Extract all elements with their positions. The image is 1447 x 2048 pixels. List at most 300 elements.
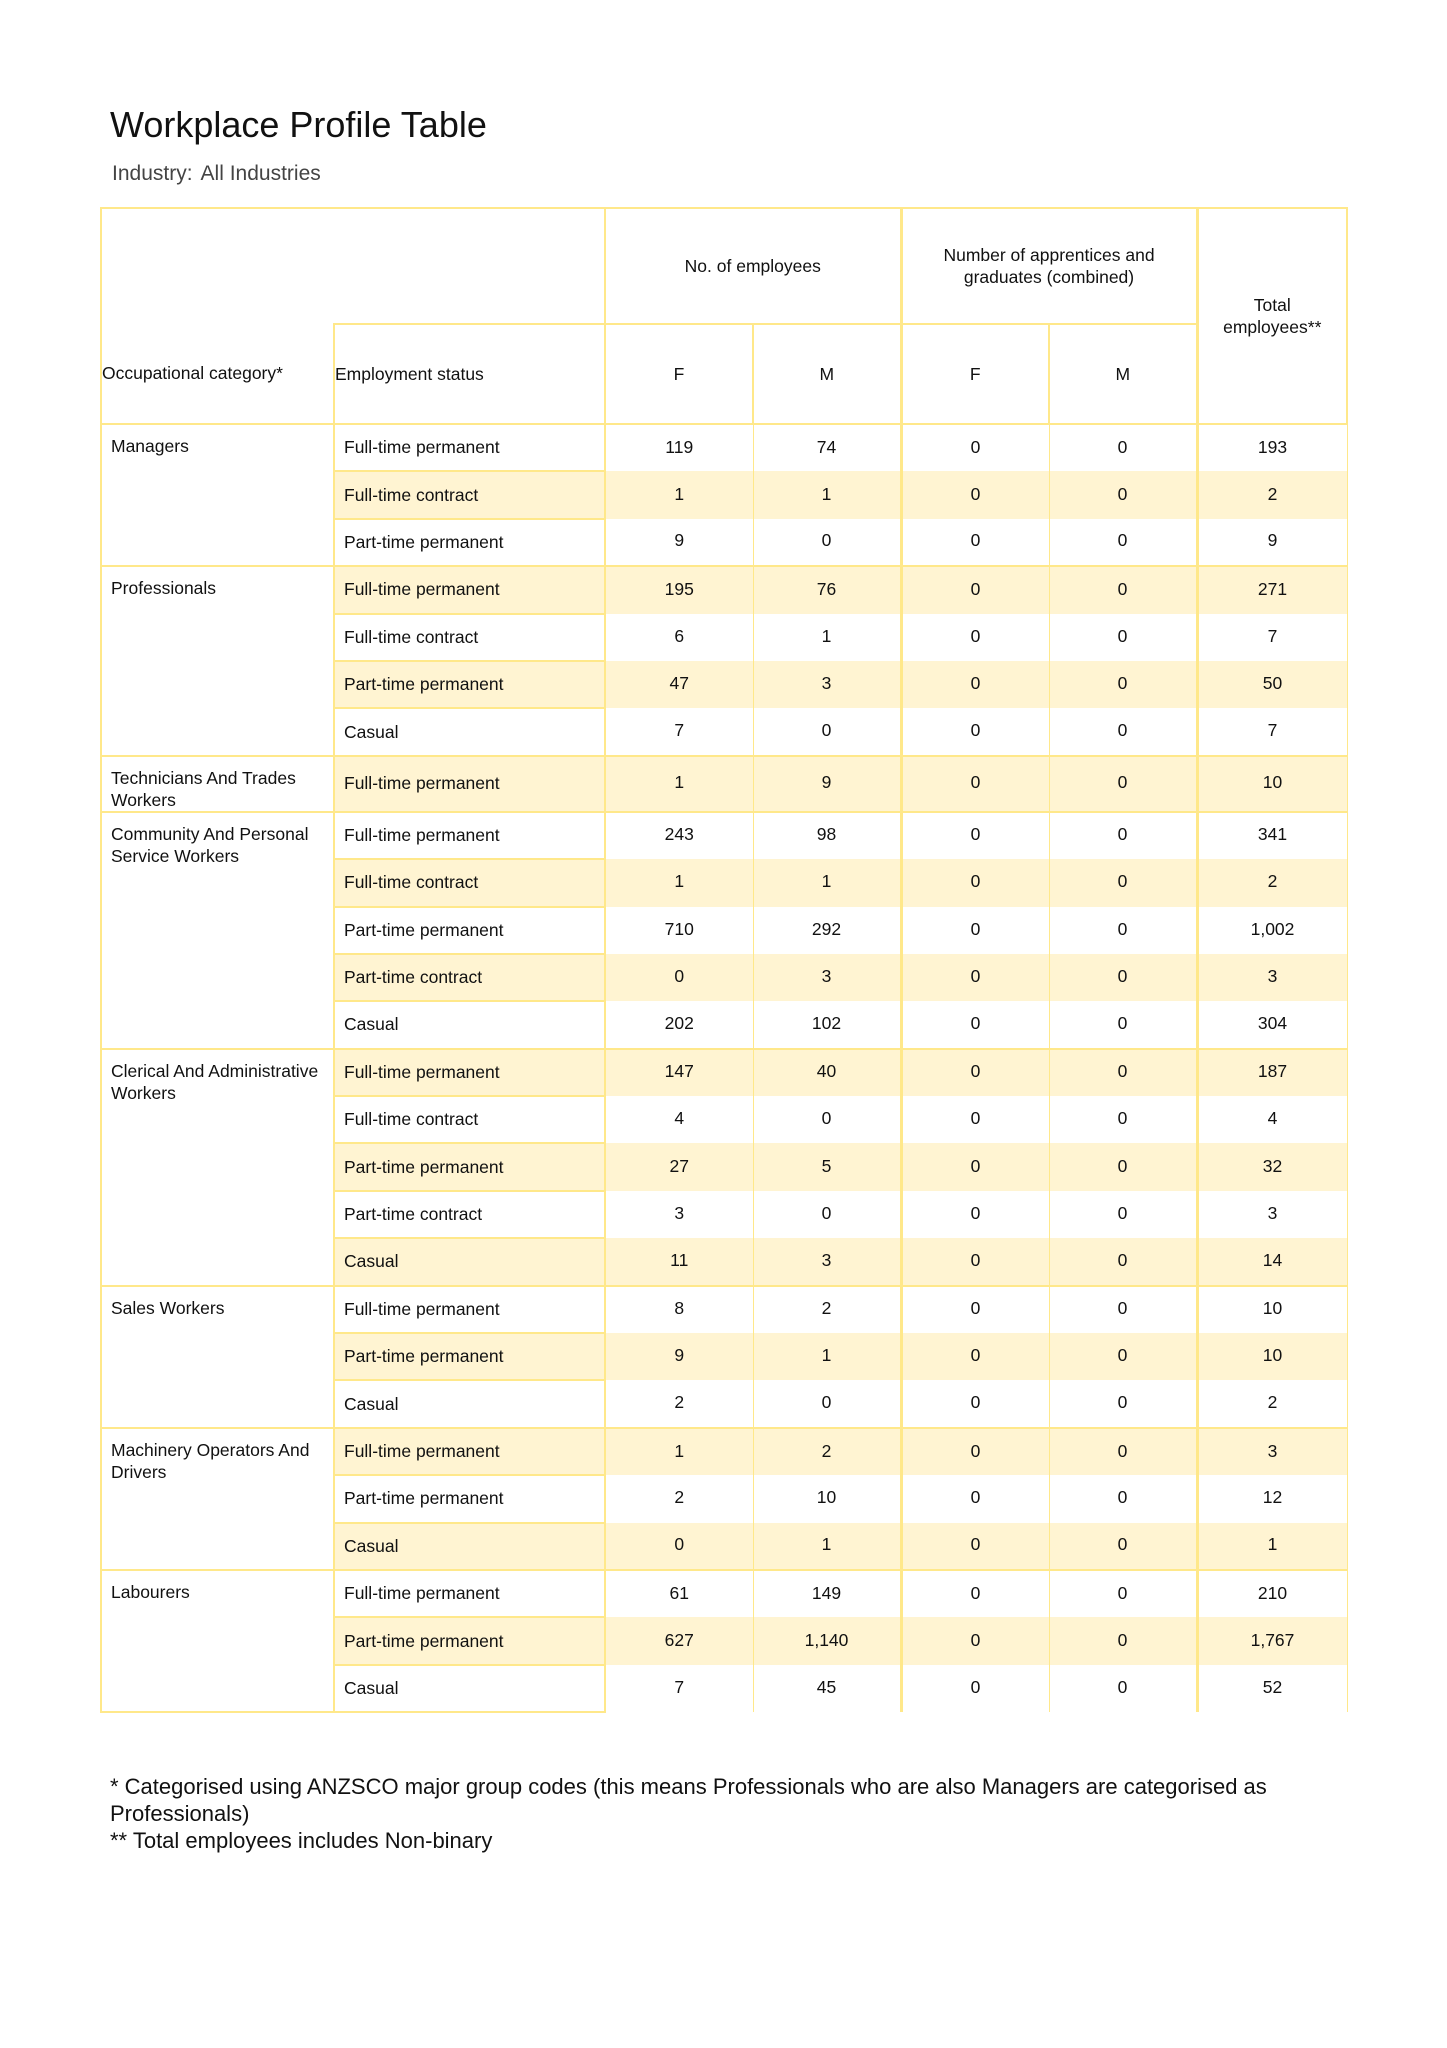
employees-f-cell [605, 756, 753, 812]
total-employees-cell [1197, 708, 1347, 755]
apprentices-f-cell [901, 1238, 1049, 1285]
total-employees-value: 1,002 [1250, 918, 1295, 939]
apprentices-m-cell [1049, 424, 1197, 471]
employees-f-value: 202 [664, 1012, 694, 1033]
total-employees-value: 3 [1267, 966, 1278, 987]
employees-m-cell [753, 907, 901, 954]
apprentices-f-value: 0 [970, 1249, 981, 1270]
apprentices-m-cell [1049, 1570, 1197, 1617]
employees-m-value: 1 [821, 871, 832, 892]
employees-m-cell [753, 1475, 901, 1522]
apprentices-m-value: 0 [1117, 1203, 1128, 1224]
employees-m-cell [753, 1665, 901, 1712]
apprentices-f-cell [901, 661, 1049, 708]
employees-f-cell [605, 1238, 753, 1285]
header-apprentices-label: Number of apprentices and graduates (combined) [943, 245, 1155, 287]
table-row [101, 424, 1347, 471]
employment-status-cell: Casual [334, 708, 605, 755]
employees-m-cell [753, 614, 901, 661]
employees-m-value: 1 [821, 1534, 832, 1555]
employees-m-cell [753, 756, 901, 812]
total-employees-cell [1197, 1475, 1347, 1522]
occupational-category-cell: Clerical And Administrative Workers [101, 1049, 334, 1286]
apprentices-f-value: 0 [970, 918, 981, 939]
apprentices-f-value: 0 [970, 720, 981, 741]
apprentices-m-value: 0 [1117, 720, 1128, 741]
apprentices-f-value: 0 [970, 483, 981, 504]
apprentices-f-cell [901, 1428, 1049, 1475]
employees-f-cell [605, 859, 753, 906]
apprentices-m-value: 0 [1117, 1061, 1128, 1082]
apprentices-m-cell [1049, 1049, 1197, 1096]
employment-status-cell: Full-time permanent [334, 1286, 605, 1333]
apprentices-m-value: 0 [1117, 1582, 1128, 1603]
table-row [101, 566, 1347, 613]
header-employment-status: Employment status [334, 324, 605, 424]
apprentices-m-cell [1049, 1665, 1197, 1712]
apprentices-f-cell [901, 424, 1049, 471]
total-employees-value: 52 [1262, 1676, 1283, 1697]
employees-m-cell [753, 1191, 901, 1238]
employment-status-cell: Casual [334, 1001, 605, 1048]
employees-m-cell [753, 1286, 901, 1333]
employees-m-value: 1 [821, 483, 832, 504]
apprentices-m-value: 0 [1117, 673, 1128, 694]
apprentices-m-value: 0 [1117, 966, 1128, 987]
total-employees-cell [1197, 907, 1347, 954]
apprentices-f-cell [901, 1665, 1049, 1712]
apprentices-f-cell [901, 1049, 1049, 1096]
employees-m-value: 40 [816, 1061, 837, 1082]
apprentices-f-value: 0 [970, 1487, 981, 1508]
employees-m-value: 0 [821, 530, 832, 551]
apprentices-m-cell [1049, 708, 1197, 755]
employees-f-cell [605, 424, 753, 471]
total-employees-cell [1197, 1570, 1347, 1617]
employees-f-value: 1 [674, 1440, 685, 1461]
employees-m-value: 3 [821, 966, 832, 987]
employees-m-value: 5 [821, 1155, 832, 1176]
total-employees-value: 12 [1262, 1487, 1283, 1508]
employees-m-cell [753, 1096, 901, 1143]
apprentices-m-value: 0 [1117, 1249, 1128, 1270]
total-employees-cell [1197, 1665, 1347, 1712]
employees-f-value: 1 [674, 772, 685, 793]
employment-status-cell: Casual [334, 1665, 605, 1712]
employees-m-cell [753, 1049, 901, 1096]
apprentices-f-value: 0 [970, 578, 981, 599]
apprentices-f-value: 0 [970, 871, 981, 892]
table-row [101, 1428, 1347, 1475]
employees-f-cell [605, 1665, 753, 1712]
employees-m-cell [753, 1428, 901, 1475]
employees-m-value: 1 [821, 1345, 832, 1366]
employees-m-value: 74 [816, 436, 837, 457]
employees-m-value: 3 [821, 1249, 832, 1270]
employees-f-value: 1 [674, 483, 685, 504]
table-row [101, 812, 1347, 859]
employees-m-value: 1,140 [804, 1629, 849, 1650]
employees-m-cell [753, 1001, 901, 1048]
employees-f-cell [605, 1380, 753, 1427]
employees-m-value: 2 [821, 1440, 832, 1461]
total-employees-cell [1197, 1523, 1347, 1570]
total-employees-value: 304 [1257, 1012, 1288, 1033]
employees-f-value: 2 [674, 1487, 685, 1508]
apprentices-m-value: 0 [1117, 1440, 1128, 1461]
employees-f-cell [605, 1096, 753, 1143]
total-employees-value: 10 [1262, 1345, 1283, 1366]
employment-status-cell: Full-time permanent [334, 424, 605, 471]
employees-f-value: 119 [665, 436, 694, 457]
apprentices-f-value: 0 [970, 1155, 981, 1176]
header-no-of-employees: No. of employees [605, 208, 901, 324]
employees-f-value: 1 [674, 871, 685, 892]
employment-status-cell: Full-time contract [334, 859, 605, 906]
employees-m-cell [753, 1570, 901, 1617]
employees-f-value: 47 [669, 673, 689, 694]
header-row-columns [101, 324, 1347, 424]
employees-f-value: 147 [664, 1061, 694, 1082]
employees-m-value: 102 [811, 1012, 842, 1033]
total-employees-value: 341 [1257, 824, 1288, 845]
industry-line [112, 162, 321, 186]
apprentices-m-value: 0 [1117, 1345, 1128, 1366]
employees-f-value: 61 [669, 1582, 689, 1603]
employees-m-value: 2 [821, 1298, 832, 1319]
apprentices-m-value: 0 [1117, 530, 1128, 551]
apprentices-m-cell [1049, 1143, 1197, 1190]
employees-m-value: 9 [821, 772, 832, 793]
employees-m-value: 98 [816, 824, 837, 845]
apprentices-f-value: 0 [970, 966, 981, 987]
apprentices-f-cell [901, 1617, 1049, 1664]
employees-f-value: 3 [674, 1203, 685, 1224]
employment-status-cell: Part-time permanent [334, 661, 605, 708]
total-employees-value: 193 [1257, 436, 1288, 457]
employees-m-value: 292 [811, 918, 842, 939]
total-employees-cell [1197, 1333, 1347, 1380]
employees-f-cell [605, 708, 753, 755]
header-total-label: Total employees** [1223, 295, 1322, 337]
employees-f-cell [605, 1333, 753, 1380]
employees-f-value: 6 [674, 625, 685, 646]
employees-f-cell [605, 1428, 753, 1475]
apprentices-f-cell [901, 708, 1049, 755]
apprentices-m-cell [1049, 1191, 1197, 1238]
employees-m-cell [753, 1380, 901, 1427]
total-employees-cell [1197, 661, 1347, 708]
apprentices-f-value: 0 [970, 772, 981, 793]
total-employees-cell [1197, 1191, 1347, 1238]
workplace-profile-table [100, 207, 1348, 1713]
apprentices-f-value: 0 [970, 1534, 981, 1555]
occupational-category-cell: Technicians And Trades Workers [101, 756, 334, 812]
apprentices-f-cell [901, 1143, 1049, 1190]
apprentices-f-value: 0 [970, 1392, 981, 1413]
employees-m-value: 0 [821, 720, 832, 741]
apprentices-f-cell [901, 1570, 1049, 1617]
total-employees-value: 1 [1267, 1534, 1278, 1555]
industry-value: All Industries [200, 162, 321, 185]
apprentices-f-cell [901, 812, 1049, 859]
employees-m-cell [753, 859, 901, 906]
occupational-category-cell: Sales Workers [101, 1286, 334, 1428]
apprentices-m-cell [1049, 812, 1197, 859]
apprentices-m-value: 0 [1117, 824, 1128, 845]
total-employees-value: 1,767 [1250, 1629, 1295, 1650]
apprentices-f-value: 0 [970, 1345, 981, 1366]
employees-f-cell [605, 1617, 753, 1664]
total-employees-value: 3 [1267, 1440, 1278, 1461]
employment-status-cell: Full-time permanent [334, 566, 605, 613]
apprentices-f-value: 0 [970, 1298, 981, 1319]
employees-f-cell [605, 812, 753, 859]
employment-status-cell: Casual [334, 1238, 605, 1285]
apprentices-f-cell [901, 1096, 1049, 1143]
employees-f-value: 0 [674, 966, 685, 987]
employees-m-value: 149 [811, 1582, 842, 1603]
employees-f-value: 2 [674, 1392, 685, 1413]
total-employees-value: 2 [1267, 871, 1278, 892]
employment-status-cell: Part-time permanent [334, 1617, 605, 1664]
employment-status-cell: Full-time permanent [334, 1049, 605, 1096]
apprentices-f-cell [901, 1380, 1049, 1427]
employees-f-value: 7 [674, 720, 685, 741]
total-employees-cell [1197, 471, 1347, 518]
apprentices-m-cell [1049, 471, 1197, 518]
header-apprentices-graduates [901, 208, 1197, 324]
employees-f-value: 0 [674, 1534, 685, 1555]
table-body [101, 424, 1347, 1712]
apprentices-m-cell [1049, 859, 1197, 906]
employees-m-value: 0 [821, 1392, 832, 1413]
total-employees-value: 187 [1257, 1061, 1288, 1082]
apprentices-m-cell [1049, 1333, 1197, 1380]
employees-f-value: 11 [670, 1249, 689, 1270]
apprentices-m-value: 0 [1117, 918, 1128, 939]
apprentices-m-value: 0 [1117, 578, 1128, 599]
employees-f-cell [605, 1191, 753, 1238]
apprentices-m-value: 0 [1117, 1676, 1128, 1697]
occupational-category-cell: Labourers [101, 1570, 334, 1712]
employees-f-cell [605, 1475, 753, 1522]
apprentices-f-cell [901, 907, 1049, 954]
total-employees-value: 2 [1267, 1392, 1278, 1413]
employees-f-cell [605, 566, 753, 613]
table-row [101, 756, 1347, 812]
employment-status-cell: Full-time permanent [334, 1570, 605, 1617]
employment-status-cell: Full-time contract [334, 1096, 605, 1143]
apprentices-f-value: 0 [970, 1582, 981, 1603]
total-employees-cell [1197, 1001, 1347, 1048]
apprentices-m-value: 0 [1117, 1392, 1128, 1413]
total-employees-value: 10 [1262, 772, 1283, 793]
apprentices-m-cell [1049, 1523, 1197, 1570]
employees-f-value: 243 [664, 824, 694, 845]
employees-f-cell [605, 1001, 753, 1048]
apprentices-m-cell [1049, 1238, 1197, 1285]
employees-m-cell [753, 954, 901, 1001]
apprentices-f-value: 0 [970, 436, 981, 457]
apprentices-f-cell [901, 954, 1049, 1001]
total-employees-cell [1197, 756, 1347, 812]
employment-status-cell: Part-time permanent [334, 907, 605, 954]
employees-m-value: 0 [821, 1203, 832, 1224]
employees-f-cell [605, 907, 753, 954]
table-row [101, 1570, 1347, 1617]
industry-label: Industry: [112, 162, 193, 185]
employment-status-cell: Part-time contract [334, 1191, 605, 1238]
total-employees-cell [1197, 424, 1347, 471]
employees-f-cell [605, 661, 753, 708]
total-employees-cell [1197, 954, 1347, 1001]
apprentices-m-value: 0 [1117, 1629, 1128, 1650]
employment-status-cell: Casual [334, 1523, 605, 1570]
total-employees-cell [1197, 1238, 1347, 1285]
apprentices-f-cell [901, 1286, 1049, 1333]
apprentices-m-value: 0 [1117, 871, 1128, 892]
footnote-non-binary: ** Total employees includes Non-binary [110, 1828, 493, 1853]
total-employees-cell [1197, 519, 1347, 566]
apprentices-m-cell [1049, 1380, 1197, 1427]
employees-f-cell [605, 1049, 753, 1096]
total-employees-value: 10 [1262, 1298, 1283, 1319]
apprentices-f-value: 0 [970, 673, 981, 694]
total-employees-cell [1197, 1380, 1347, 1427]
total-employees-value: 32 [1262, 1155, 1283, 1176]
employees-f-value: 4 [674, 1108, 685, 1129]
employees-m-cell [753, 566, 901, 613]
table-row [101, 1049, 1347, 1096]
total-employees-value: 50 [1262, 673, 1283, 694]
apprentices-m-value: 0 [1117, 625, 1128, 646]
total-employees-value: 210 [1257, 1582, 1288, 1603]
apprentices-f-cell [901, 1001, 1049, 1048]
page-title: Workplace Profile Table [110, 104, 487, 145]
employees-m-cell [753, 1523, 901, 1570]
total-employees-cell [1197, 1617, 1347, 1664]
employment-status-cell: Part-time contract [334, 954, 605, 1001]
total-employees-value: 14 [1262, 1249, 1283, 1270]
total-employees-value: 271 [1257, 578, 1288, 599]
employees-m-cell [753, 519, 901, 566]
apprentices-m-value: 0 [1117, 436, 1128, 457]
employees-m-value: 45 [816, 1676, 837, 1697]
apprentices-f-value: 0 [970, 1203, 981, 1224]
apprentices-f-cell [901, 756, 1049, 812]
employees-m-cell [753, 812, 901, 859]
apprentices-m-value: 0 [1117, 772, 1128, 793]
total-employees-value: 2 [1267, 483, 1278, 504]
employees-m-cell [753, 1333, 901, 1380]
employees-m-cell [753, 1143, 901, 1190]
apprentices-f-value: 0 [970, 1061, 981, 1082]
employment-status-cell: Full-time contract [334, 614, 605, 661]
apprentices-m-cell [1049, 907, 1197, 954]
employees-m-cell [753, 471, 901, 518]
employees-m-value: 0 [821, 1108, 832, 1129]
header-employees-m: M [753, 324, 901, 424]
header-occupational-category: Occupational category* [101, 324, 334, 424]
header-apprentices-f: F [901, 324, 1049, 424]
employment-status-cell: Full-time permanent [334, 812, 605, 859]
apprentices-m-value: 0 [1117, 1487, 1128, 1508]
employment-status-cell: Part-time permanent [334, 519, 605, 566]
apprentices-m-cell [1049, 1286, 1197, 1333]
employees-m-cell [753, 1617, 901, 1664]
employees-f-cell [605, 1286, 753, 1333]
employees-f-value: 7 [674, 1676, 685, 1697]
employees-f-cell [605, 954, 753, 1001]
total-employees-cell [1197, 1049, 1347, 1096]
header-row-groups [101, 208, 1347, 324]
employees-m-cell [753, 424, 901, 471]
apprentices-m-value: 0 [1117, 1108, 1128, 1129]
employees-f-value: 195 [664, 578, 694, 599]
apprentices-f-cell [901, 566, 1049, 613]
footnotes [110, 1773, 1350, 1854]
total-employees-cell [1197, 1096, 1347, 1143]
apprentices-m-cell [1049, 1001, 1197, 1048]
apprentices-m-cell [1049, 519, 1197, 566]
employment-status-cell: Full-time permanent [334, 756, 605, 812]
header-blank-cell [101, 208, 605, 324]
occupational-category-cell: Machinery Operators And Drivers [101, 1428, 334, 1570]
header-apprentices-m: M [1049, 324, 1197, 424]
employees-m-value: 76 [816, 578, 837, 599]
total-employees-value: 3 [1267, 1203, 1278, 1224]
total-employees-value: 9 [1267, 530, 1278, 551]
apprentices-m-cell [1049, 661, 1197, 708]
employees-f-cell [605, 1143, 753, 1190]
total-employees-value: 7 [1267, 720, 1278, 741]
apprentices-m-cell [1049, 566, 1197, 613]
table-row [101, 1286, 1347, 1333]
apprentices-m-value: 0 [1117, 1534, 1128, 1555]
employees-m-cell [753, 661, 901, 708]
employees-f-value: 627 [664, 1629, 694, 1650]
total-employees-cell [1197, 566, 1347, 613]
total-employees-value: 4 [1267, 1108, 1278, 1129]
employees-f-value: 27 [669, 1155, 689, 1176]
employment-status-cell: Part-time permanent [334, 1475, 605, 1522]
employment-status-cell: Part-time permanent [334, 1333, 605, 1380]
apprentices-f-cell [901, 1191, 1049, 1238]
total-employees-value: 7 [1267, 625, 1278, 646]
employees-f-cell [605, 614, 753, 661]
employees-m-cell [753, 1238, 901, 1285]
apprentices-m-cell [1049, 954, 1197, 1001]
occupational-category-cell: Professionals [101, 566, 334, 756]
apprentices-f-value: 0 [970, 1629, 981, 1650]
footnote-anzsco: * Categorised using ANZSCO major group codes (this means Professionals who are also Managers are categorised as Professionals) [110, 1774, 1267, 1826]
apprentices-f-cell [901, 1475, 1049, 1522]
employees-m-cell [753, 708, 901, 755]
apprentices-m-cell [1049, 1475, 1197, 1522]
apprentices-f-value: 0 [970, 824, 981, 845]
employees-f-cell [605, 1523, 753, 1570]
employment-status-cell: Full-time contract [334, 471, 605, 518]
apprentices-f-cell [901, 614, 1049, 661]
apprentices-m-cell [1049, 1096, 1197, 1143]
apprentices-m-cell [1049, 1617, 1197, 1664]
apprentices-f-value: 0 [970, 1108, 981, 1129]
apprentices-f-cell [901, 859, 1049, 906]
employees-f-value: 710 [664, 918, 694, 939]
employment-status-cell: Part-time permanent [334, 1143, 605, 1190]
header-employees-f: F [605, 324, 753, 424]
